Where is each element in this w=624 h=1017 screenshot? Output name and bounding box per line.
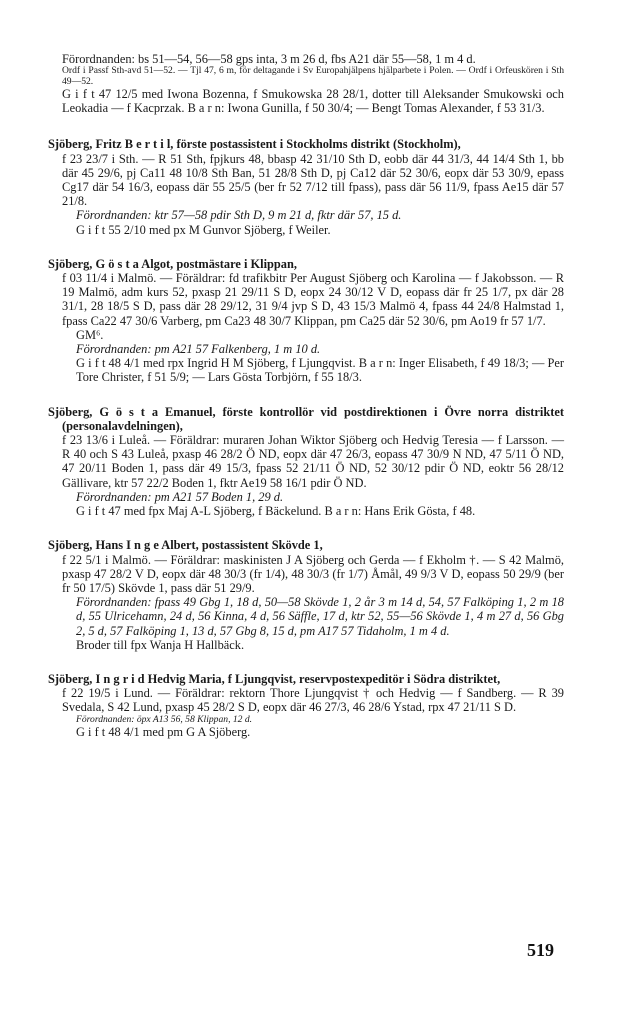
- entry-notes: Ordf i Passf Sth-avd 51—52. — Tjl 47, 6 m, för deltagande i Sv Europahjälpens hjälparbete i Polen. — Ordf i Orfeuskören i Sth 49—52.: [62, 65, 564, 87]
- entry-appointments: Förordnanden: öpx A13 56, 58 Klippan, 12 d.: [76, 713, 253, 725]
- entry-career: f 22 5/1 i Malmö. — Föräldrar: maskinisten J A Sjöberg och Gerda — f Ekholm †. — S 42 Malmö, pxasp 47 28/2 V D, eopx där 48 30/3 (fr 1/4), 48 30/3 (fr 1/7) Åmål, 49 9/3 V D, eopass 50 29/9 (ber fr 50 17/5) Skövde 1, pass där 51 29/9.: [62, 552, 564, 595]
- entry-marriage: G i f t 55 2/10 med px M Gunvor Sjöberg, f Weiler.: [76, 222, 331, 237]
- entry-marriage: G i f t 47 med fpx Maj A-L Sjöberg, f Bäckelund. B a r n: Hans Erik Gösta, f 48.: [76, 504, 476, 519]
- entry-sjoberg-inge: [48, 538, 564, 652]
- entry-career: f 23 13/6 i Luleå. — Föräldrar: muraren Johan Wiktor Sjöberg och Hedvig Teresia — f Larsson. — R 40 och S 43 Luleå, pxasp 46 28/2 Ö ND, eopx där 47 26/3, eopass 47 30/9 N ND, 47 5/11 Ö ND, 47 20/11 Boden 1, pass där 49 15/3, fpass 52 21/11 Ö ND, 52 30/12 pdir Ö ND, eoktr 56 28/12 Gällivare, ktr 57 22/2 Boden 1, fktr Ae19 58 16/1 pdir Ö ND.: [62, 433, 564, 490]
- entry-sjoberg-bertil: [48, 137, 564, 236]
- entry-sjoberg-gosta-algot: [48, 257, 564, 385]
- entry-career: f 23 23/7 i Sth. — R 51 Sth, fpjkurs 48, bbasp 42 31/10 Sth D, eobb där 44 31/3, 44 14/4 Sth 1, bb där 45 29/6, pj Ca11 48 10/8 Sth Ban, 51 28/8 Sth D, pj Ca12 där 52 30/6, eopx där 53 30/9, epass Cg17 där 54 16/3, eopass där 55 25/5 (ber fr 52 7/12 till fpass), pass där 56 11/9, fpass Ae15 där 57 21/8.: [62, 151, 564, 209]
- entry-career: f 22 19/5 i Lund. — Föräldrar: rektorn Thore Ljungqvist † och Hedvig — f Sandberg. — R 39 Svedala, S 42 Lund, pxasp 45 28/2 S D, eopx där 46 27/3, 46 28/6 Ystad, rpx 47 21/11 S D.: [62, 686, 564, 715]
- entry-marriage: G i f t 48 4/1 med rpx Ingrid H M Sjöberg, f Ljungqvist. B a r n: Inger Elisabeth, f 49 18/3; — Per Tore Christer, f 51 5/9; — Lars Gösta Torbjörn, f 55 18/3.: [76, 356, 564, 385]
- entry-sjoberg-ingrid: [48, 672, 564, 739]
- entry-heading: Sjöberg, G ö s t a Emanuel, förste kontrollör vid postdirektionen i Övre norra distriktet (personalavdelningen),: [48, 404, 564, 433]
- entry-heading: Sjöberg, G ö s t a Algot, postmästare i Klippan,: [48, 256, 297, 271]
- entry-heading: Sjöberg, I n g r i d Hedvig Maria, f Ljungqvist, reservpostexpeditör i Södra distriktet,: [48, 671, 501, 686]
- entry-heading: Sjöberg, Fritz B e r t i l, förste postassistent i Stockholms distrikt (Stockholm),: [48, 137, 461, 152]
- entry-heading: Sjöberg, Hans I n g e Albert, postassistent Skövde 1,: [48, 538, 323, 553]
- entry-relation: Broder till fpx Wanja H Hallbäck.: [76, 637, 245, 652]
- page-number: 519: [527, 940, 554, 960]
- entry-marriage: G i f t 47 12/5 med Iwona Bozenna, f Smukowska 28 28/1, dotter till Aleksander Smukowski och Leokadia — f Kacprzak. B a r n: Iwona Gunilla, f 50 30/4; — Bengt Tomas Alexander, f 53 31/3.: [62, 87, 564, 116]
- entry-appointments: Förordnanden: ktr 57—58 pdir Sth D, 9 m 21 d, fktr där 57, 15 d.: [76, 208, 402, 223]
- entry-sjoberg-gosta-emanuel: [48, 405, 564, 519]
- entry-appointments: Förordnanden: pm A21 57 Boden 1, 29 d.: [76, 489, 284, 504]
- entry-career: f 03 11/4 i Malmö. — Föräldrar: fd trafikbitr Per August Sjöberg och Karolina — f Jakobsson. — R 19 Malmö, adm kurs 52, pxasp 21 29/11 S D, eopx 24 30/12 V D, eopass där fr 25 1/7, px där 28 31/1, 28 18/5 S D, pass där 28 29/12, 31 9/4 jvp S D, 43 15/3 Malmö 4, fpass 44 24/8 Halmstad 1, fpass Ca22 47 30/6 Varberg, pm Ca23 48 30/7 Klippan, pm Ca25 där 52 30/6, pm Ao19 fr 57 1/7.: [62, 271, 564, 328]
- entry-appointments: Förordnanden: fpass 49 Gbg 1, 18 d, 50—58 Skövde 1, 2 år 3 m 14 d, 54, 57 Falköping 1, 2 m 18 d, 55 Ulricehamn, 24 d, 56 Kinna, 4 d, 56 Säffle, 17 d, ktr 52, 55—56 Skövde 1, 4 m 27 d, 56 Gbg 2, 5 d, 57 Falköping 1, 13 d, 57 Gbg 8, 15 d, pm A17 57 Tidaholm, 1 m 4 d.: [76, 595, 564, 638]
- entry-marriage: G i f t 48 4/1 med pm G A Sjöberg.: [76, 724, 251, 739]
- entry-appointments: Förordnanden: pm A21 57 Falkenberg, 1 m 10 d.: [76, 342, 321, 357]
- document-page: [48, 52, 564, 759]
- entry-continued: [48, 52, 564, 115]
- entry-decoration: GM⁶.: [76, 327, 104, 342]
- entry-appointments: Förordnanden: bs 51—54, 56—58 gps inta, 3 m 26 d, fbs A21 där 55—58, 1 m 4 d.: [62, 52, 476, 66]
